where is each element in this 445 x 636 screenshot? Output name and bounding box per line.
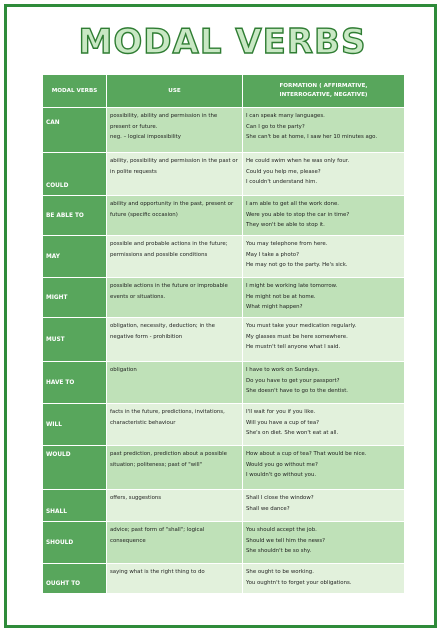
example-line: I couldn't understand him. (246, 179, 318, 185)
use-line: possibility, ability and permission in the present or future. (110, 113, 218, 130)
verb-cell: MAY (43, 236, 107, 278)
use-line: possible actions in the future or improbable events or situations. (110, 283, 228, 300)
use-cell (107, 278, 243, 318)
header-row (43, 75, 405, 108)
example-line: She ought to be working. (246, 569, 314, 575)
page-title: MODAL VERBS (78, 22, 367, 62)
table-row-will (43, 404, 405, 446)
examples-cell (243, 362, 405, 404)
verb-cell: CAN (43, 108, 107, 153)
examples-cell (243, 278, 405, 318)
example-line: He might not be at home. (246, 293, 316, 300)
examples-cell (243, 490, 405, 522)
examples-cell (243, 522, 405, 564)
use-line: offers, suggestions (110, 495, 162, 501)
use-line: obligation, necessity, deduction; in the negative form - prohibition (110, 323, 215, 340)
verb-cell: WILL (43, 404, 107, 446)
verb-cell: SHALL (43, 490, 107, 522)
example-line: He could swim when he was only four. (246, 158, 350, 164)
examples-cell (243, 236, 405, 278)
verb-cell: BE ABLE TO (43, 196, 107, 236)
examples-cell (243, 153, 405, 196)
example-line: May I take a photo? (246, 251, 299, 258)
example-line: What might happen? (246, 304, 303, 310)
example-line: Shall we dance? (246, 505, 290, 512)
example-line: I'll wait for you if you like. (246, 409, 316, 415)
example-line: He may not go to the party. He's sick. (246, 262, 348, 268)
use-cell (107, 522, 243, 564)
header-use: USE (107, 75, 243, 108)
use-line: neg. – logical impossibility (110, 134, 181, 140)
example-line: Can I go to the party? (246, 123, 305, 130)
example-line: How about a cup of tea? That would be nice. (246, 451, 367, 457)
use-cell (107, 236, 243, 278)
table-row-should (43, 522, 405, 564)
verb-cell: COULD (43, 153, 107, 196)
use-line: advice; past form of "shall"; logical consequence (110, 527, 205, 544)
example-line: You should accept the job. (246, 527, 317, 533)
examples-cell (243, 196, 405, 236)
example-line: Were you able to stop the car in time? (246, 211, 350, 218)
examples-cell (243, 404, 405, 446)
use-cell (107, 490, 243, 522)
example-line: I have to work on Sundays. (246, 367, 320, 373)
examples-cell (243, 564, 405, 594)
table-row-would (43, 446, 405, 490)
example-line: She's on diet. She won't eat at all. (246, 430, 339, 436)
use-cell (107, 446, 243, 490)
use-cell (107, 153, 243, 196)
verb-cell: SHOULD (43, 522, 107, 564)
use-line: ability, possibility and permission in the past or in polite requests (110, 158, 238, 175)
use-line: past prediction, prediction about a possible situation; politeness; past of "will" (110, 451, 227, 468)
verb-cell: HAVE TO (43, 362, 107, 404)
verb-cell: OUGHT TO (43, 564, 107, 594)
header-modal-verbs: MODAL VERBS (43, 75, 107, 108)
header-formation (243, 75, 405, 108)
use-cell (107, 196, 243, 236)
verb-cell: MIGHT (43, 278, 107, 318)
use-line: possible and probable actions in the future; permissions and possible conditions (110, 241, 228, 258)
use-line: obligation (110, 367, 137, 373)
header-formation-line1: FORMATION ( AFFIRMATIVE, (279, 83, 368, 89)
verb-cell: MUST (43, 318, 107, 362)
table-row-could (43, 153, 405, 196)
example-line: Could you help me, please? (246, 168, 321, 175)
example-line: Do you have to get your passport? (246, 377, 340, 384)
example-line: You oughtn't to forget your obligations. (246, 579, 352, 586)
table-row-may (43, 236, 405, 278)
use-line: facts in the future, predictions, invitations, characteristic behaviour (110, 409, 225, 426)
examples-cell (243, 108, 405, 153)
example-line: She doesn't have to go to the dentist. (246, 388, 349, 394)
examples-cell (243, 318, 405, 362)
table-row-ought-to (43, 564, 405, 594)
example-line: You must take your medication regularly. (246, 323, 357, 329)
table-row-be-able-to (43, 196, 405, 236)
example-line: He mustn't tell anyone what I said. (246, 344, 341, 350)
example-line: Should we tell him the news? (246, 537, 326, 544)
example-line: Shall I close the window? (246, 495, 314, 501)
example-line: She shouldn't be so shy. (246, 548, 312, 554)
example-line: I am able to get all the work done. (246, 201, 340, 207)
use-cell (107, 404, 243, 446)
example-line: Will you have a cup of tea? (246, 419, 320, 426)
use-line: saying what is the right thing to do (110, 569, 205, 575)
use-cell (107, 362, 243, 404)
use-cell (107, 318, 243, 362)
example-line: I can speak many languages. (246, 113, 325, 119)
example-line: You may telephone from here. (246, 241, 328, 247)
example-line: She can't be at home, I saw her 10 minutes ago. (246, 134, 378, 140)
example-line: They won't be able to stop it. (246, 222, 325, 228)
example-line: I wouldn't go without you. (246, 472, 317, 478)
use-line: ability and opportunity in the past, present or future (specific occasion) (110, 201, 234, 218)
table-row-must (43, 318, 405, 362)
examples-cell (243, 446, 405, 490)
example-line: Would you go without me? (246, 461, 318, 468)
modal-verbs-table (42, 74, 405, 594)
table-row-have-to (43, 362, 405, 404)
table-row-can (43, 108, 405, 153)
verb-cell: WOULD (43, 446, 107, 490)
table-row-might (43, 278, 405, 318)
header-formation-line2: INTERROGATIVE, NEGATIVE) (279, 92, 368, 98)
example-line: I might be working late tomorrow. (246, 283, 338, 289)
use-cell (107, 564, 243, 594)
table-row-shall (43, 490, 405, 522)
use-cell (107, 108, 243, 153)
example-line: My glasses must be here somewhere. (246, 333, 348, 340)
